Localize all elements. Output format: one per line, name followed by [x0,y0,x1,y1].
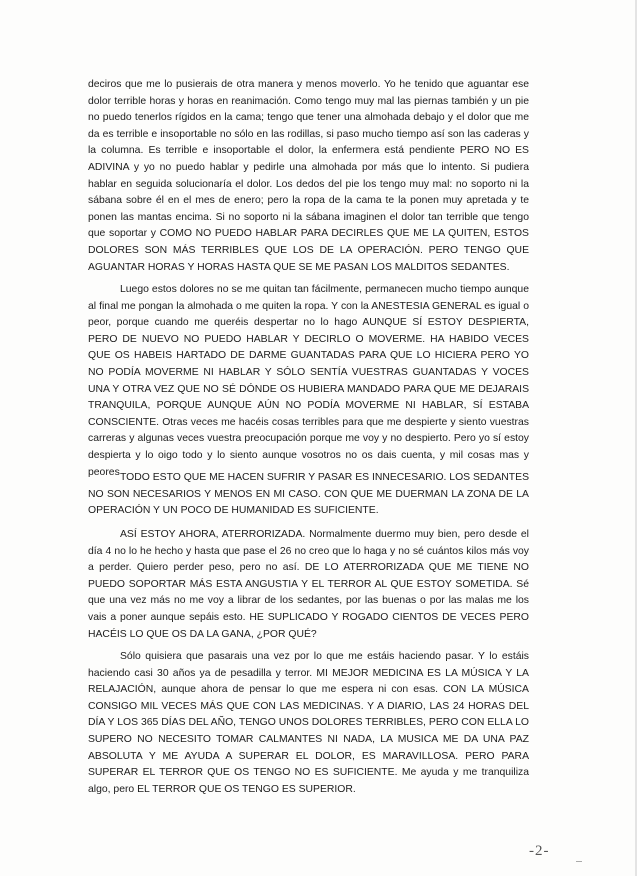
paragraph-2: Luego estos dolores no se me quitan tan fácilmente, permanecen mucho tiempo aunque al final me pongan la almohada o me quiten la ropa. Y con la ANESTESIA GENERAL es igual o peor, porque cuando me queréis despertar no lo hago AUNQUE SÍ ESTOY DESPIERTA, PERO DE NUEVO NO PUEDO HABLAR Y DECIRLO O MOVERME. HA HABIDO VECES QUE OS HABEIS HARTADO DE DARME GUANTADAS PARA QUE LO HICIERA PERO YO NO PODÍA MOVERME NI HABLAR Y SÓLO SENTÍA VUESTRAS GUANTADAS Y VOCES UNA Y OTRA VEZ QUE NO SÉ DÓNDE OS HUBIERA MANDADO PARA QUE ME DEJARAIS TRANQUILA, PORQUE AUNQUE AÚN NO PODÍA MOVERME NI HABLAR, SÍ ESTABA CONSCIENTE. Otras veces me hacéis cosas terribles para que me despierte y siento vuestras carreras y algunas veces vuestra preocupación porque me voy y no despierto. Pero yo sí estoy despierta y lo oigo todo y lo siento aunque vosotros no os dais cuenta, y mil cosas mas y peores [88,284,529,478]
paragraph-5-block [88,649,529,798]
paragraph-3-block [88,470,529,520]
paragraph-4-block [88,527,529,643]
paragraph-2-block [88,282,529,481]
paragraph-1: deciros que me lo pusierais de otra manera y menos moverlo. Yo he tenido que aguantar ese dolor terrible horas y horas en reanimación. Como tengo muy mal las piernas también y un pie no puedo tenerlos rígidos en la cama; tengo que tener una almohada debajo y el dolor que me da es terrible e insoportable no sólo en las rodillas, si paso mucho tiempo así son las caderas y la columna. Es terrible e insoportable el dolor, la enfermera está pendiente PERO NO ES ADIVINA y yo no puedo hablar y pedirle una almohada por más que lo intento. Si pudiera hablar en seguida solucionaría el dolor. Los dedos del pie los tengo muy mal: no soporto ni la sábana sobre él en el mes de enero; pero la ropa de la cama te la ponen muy apretada y te ponen las mantas encima. Si no soporto ni la sábana imaginen el dolor tan terrible que tengo que soportar y COMO NO PUEDO HABLAR PARA DECIRLES QUE ME LA QUITEN, ESTOS DOLORES SON MÁS TERRIBLES QUE LOS DE LA OPERACIÓN. PERO TENGO QUE AGUANTAR HORAS Y HORAS HASTA QUE SE ME PASAN LOS MALDITOS SEDANTES. [88,79,529,273]
page-number: -2- [529,843,550,859]
paragraph-1-block [88,77,529,276]
paragraph-4: ASÍ ESTOY AHORA, ATERRORIZADA. Normalmente duermo muy bien, pero desde el día 4 no lo he hecho y hasta que pase el 26 no creo que lo haga y no sé cuántos kilos más voy a perder. Quiero perder peso, pero no así. DE LO ATERRORIZADA QUE ME TIENE NO PUEDO SOPORTAR MÁS ESTA ANGUSTIA Y EL TERROR AL QUE ESTOY SOMETIDA. Sé que una vez más no me voy a librar de los sedantes, por las buenas o por las malas me los vais a poner aunque sepáis esto. HE SUPLICADO Y ROGADO CIENTOS DE VECES PERO HACÉIS LO QUE OS DA LA GANA, ¿POR QUÉ? [88,529,529,640]
paragraph-5: Sólo quisiera que pasarais una vez por lo que me estáis haciendo pasar. Y lo estáis haciendo casi 30 años ya de pesadilla y terror. MI MEJOR MEDICINA ES LA MÚSICA Y LA RELAJACIÓN, aunque ahora de pensar lo que me espera ni con esas. CON LA MÚSICA CONSIGO MIL VECES MÁS QUE CON LAS MEDICINAS. Y A DIARIO, LAS 24 HORAS DEL DÍA Y LOS 365 DÍAS DEL AÑO, TENGO UNOS DOLORES TERRIBLES, PERO CON ELLA LO SUPERO NO NECESITO TOMAR CALMANTES NI NADA, LA MUSICA ME DA UNA PAZ ABSOLUTA Y ME AYUDA A SUPERAR EL DOLOR, ES MARAVILLOSA. PERO PARA SUPERAR EL TERROR QUE OS TENGO NO ES SUFICIENTE. Me ayuda y me tranquiliza algo, pero EL TERROR QUE OS TENGO ES SUPERIOR. [88,651,529,795]
paragraph-3: TODO ESTO QUE ME HACEN SUFRIR Y PASAR ES INNECESARIO. LOS SEDANTES NO SON NECESARIOS Y MENOS EN MI CASO. CON QUE ME DUERMAN LA ZONA DE LA OPERACIÓN Y UN POCO DE HUMANIDAD ES SUFICIENTE. [88,472,529,517]
scan-speck [576,861,582,866]
